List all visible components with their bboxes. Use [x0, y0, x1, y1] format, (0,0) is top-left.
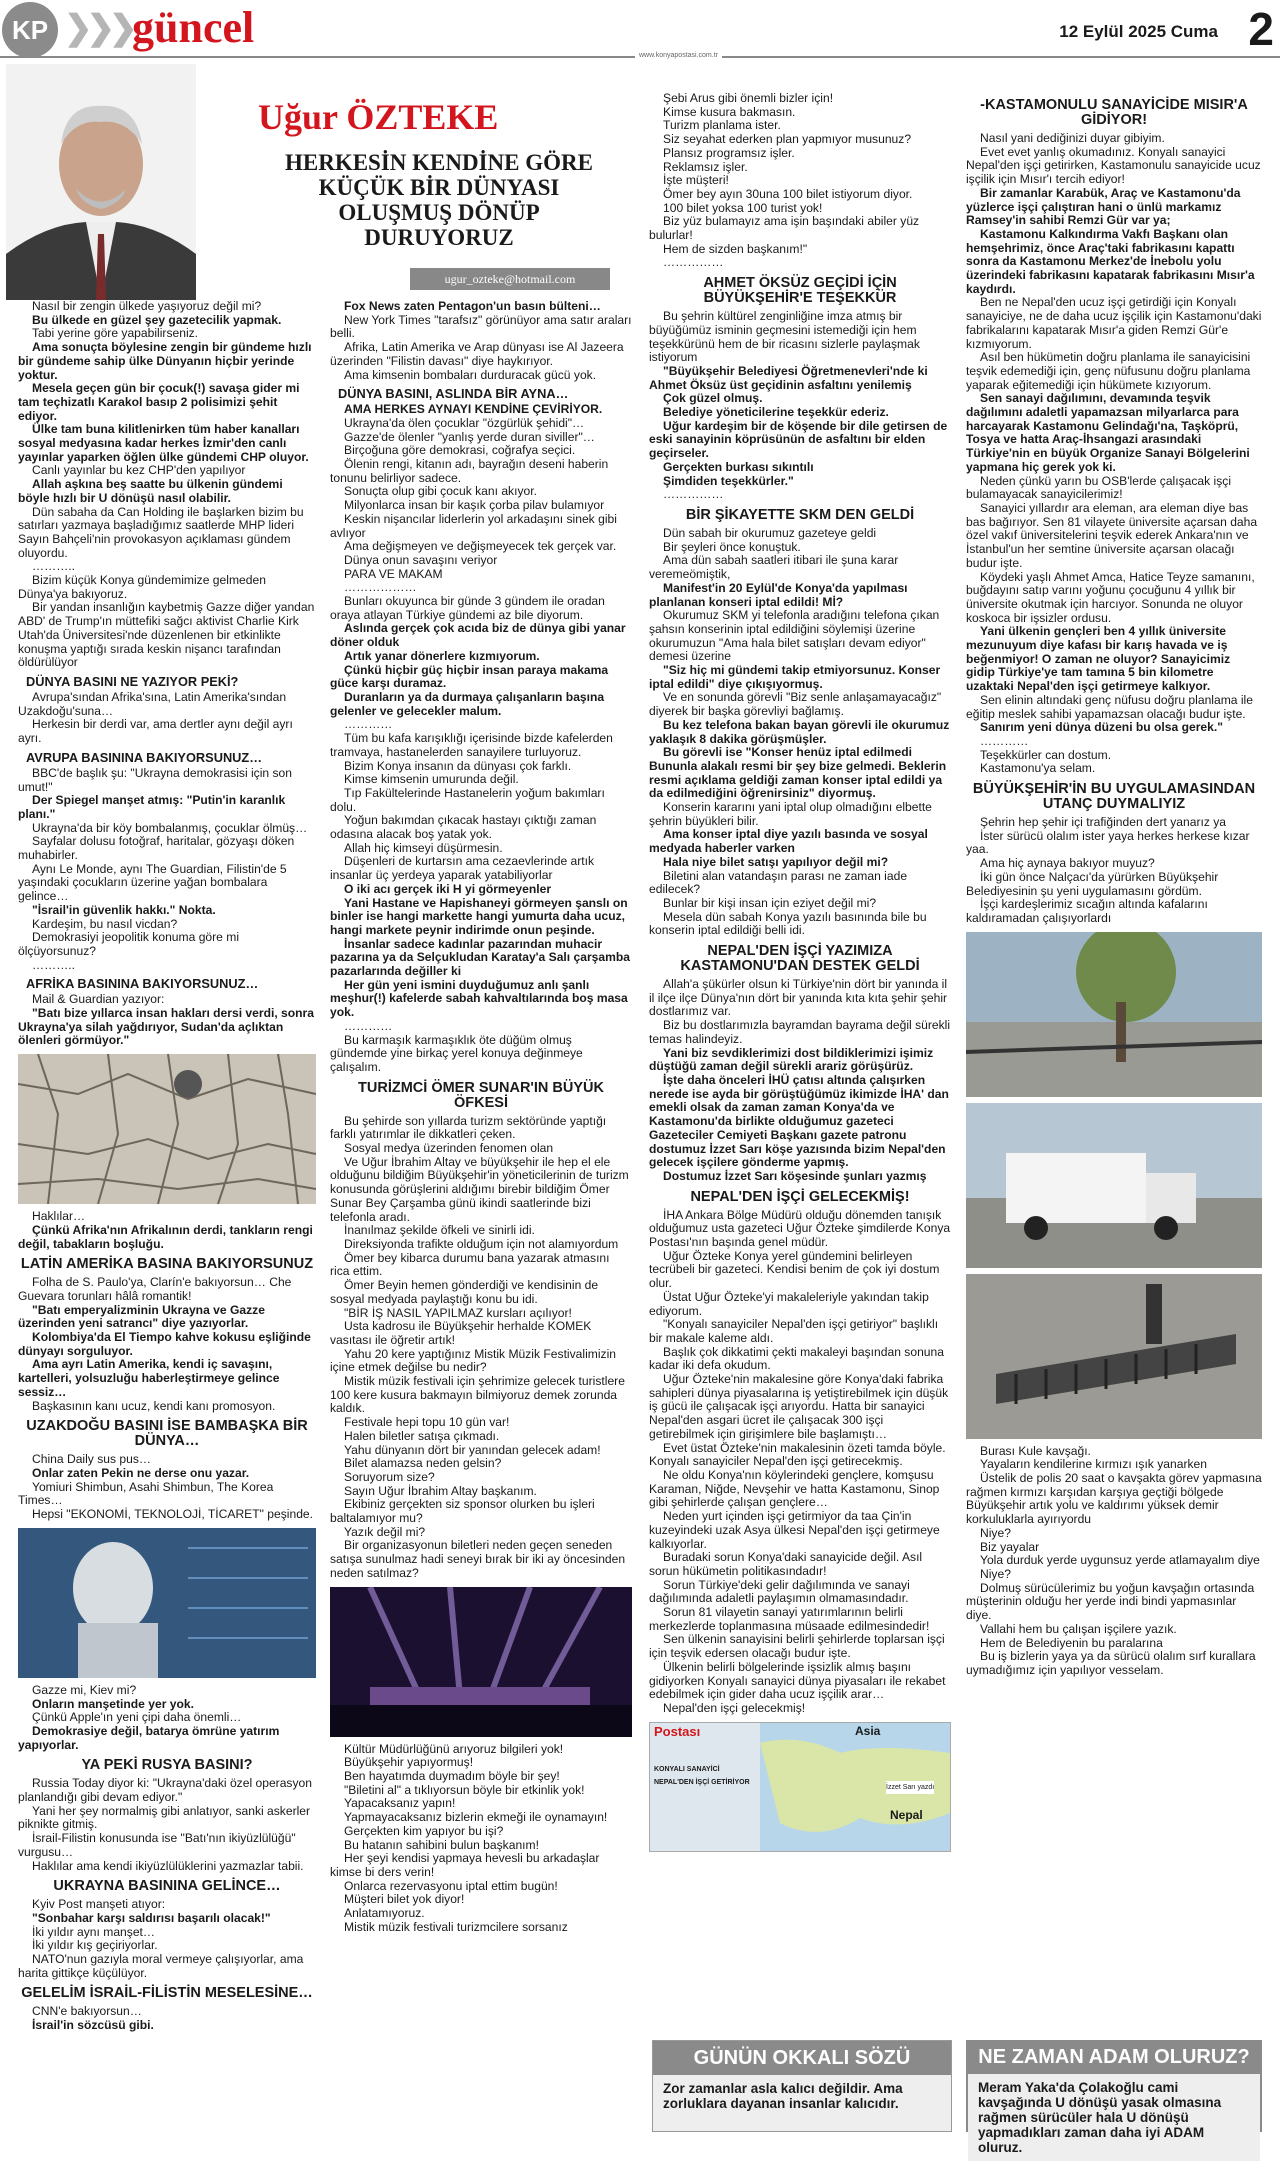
- paragraph: Yani her şey normalmiş gibi anlatıyor, sanki askerler piknikte gitmiş.: [18, 1803, 311, 1832]
- paragraph: Gazze mi, Kiev mi?: [32, 1682, 137, 1697]
- separator: ……………: [663, 487, 724, 502]
- paragraph: O iki acı gerçek iki H yi görmeyenler: [344, 881, 552, 896]
- paragraph: Herkesin bir derdi var, ama dertler aynı değil ayrı ayrı.: [18, 717, 293, 746]
- paragraph: Sen ülkenin sanayisini belirli şehirlerde toplarsan işçi için teşvik edersen olacağı budur işte.: [649, 1632, 945, 1661]
- subheading: AFRİKA BASININA BAKIYORSUNUZ…: [26, 976, 259, 992]
- paragraph: Niye?: [980, 1567, 1011, 1581]
- paragraph: Haklılar ama kendi ikiyüzlülüklerini yazmazlar tabii.: [32, 1858, 304, 1873]
- paragraph: Çünkü hiçbir güç hiçbir insan paraya makama güce karşı duramaz.: [330, 662, 609, 691]
- paragraph: Kastamonu Kalkındırma Vakfı Başkanı olan hemşehrimiz, önce Araç'taki fabrikasını kapattı sonra da Kastamonu Merkez'de İnebolu yolu üzerindeki fabrikasını kapatarak fabrikasını Mısır'a kaydırdı.: [966, 226, 1255, 296]
- subheading: UZAKDOĞU BASINI İSE BAMBAŞKA BİR DÜNYA…: [26, 1418, 308, 1450]
- separator: …………: [344, 1018, 393, 1033]
- paragraph: Bunlar bir kişi insan için eziyet değil mi?: [663, 895, 877, 910]
- paragraph: Fox News zaten Pentagon'un basın bülteni…: [344, 300, 601, 313]
- subheading: NEPAL'DEN İŞÇİ YAZIMIZA KASTAMONU'DAN DESTEK GELDİ: [680, 943, 920, 975]
- paragraph: Milyonlarca insan bir kaşık çorba pilav bulamıyor: [344, 498, 605, 513]
- subheading: DÜNYA BASINI NE YAZIYOR PEKİ?: [26, 673, 239, 689]
- subheading: NEPAL'DEN İŞÇİ GELECEKMİŞ!: [690, 1188, 910, 1205]
- paragraph: Ömer Beyin hemen gönderdiği ve kendisinin de sosyal medyada paylaştığı konu bu idi.: [330, 1278, 599, 1306]
- paragraph: Yahu dünyanın dört bir yanından gelecek adam!: [344, 1442, 601, 1457]
- paragraph: Ömer bey kibarca durumu bana yazarak atmasını rica ettim.: [330, 1250, 610, 1279]
- paragraph: Aynı Le Monde, aynı The Guardian, Filistin'de 5 yaşındaki çocukların üzerine yağan bombalara gelince…: [18, 861, 287, 904]
- paragraph: Tüm bu kafa karışıklığı içerisinde bizde kafelerden tramvaya, hastanelerden sanayilere turluyoruz.: [330, 731, 613, 759]
- paragraph: Yazık değil mi?: [344, 1524, 426, 1539]
- paragraph: Folha de S. Paulo'ya, Clarín'e bakıyorsun… Che Guevara torunları hâlâ romantik!: [18, 1275, 292, 1303]
- paragraph: Ama değişmeyen ve değişmeyecek tek gerçek var.: [344, 539, 617, 554]
- paragraph: Köydeki yaşlı Ahmet Amca, Hatice Teyze samanını, buğdayını satıp varını yoğunu çocuğunu 4 yıllık bir üniversite okutmak için harcıyor. Sonunda ne oluyor koskoca bir işsizler ordusu.: [966, 569, 1255, 625]
- paragraph: Demokrasiyi jeopolitik konuma göre mi ölçüyorsunuz?: [18, 930, 240, 958]
- paragraph: Ve Uğur İbrahim Altay ve büyükşehir ile hep el ele olduğunu bildiğim Büyükşehir'in yöneticilerinin de turizm konusunda görüşlerini aldığımı birebir bildiğim Ömer Sunar Bey Çarşamba günü ikindi saatlerinde bizi telefonla aradı.: [330, 1154, 629, 1224]
- paragraph: Birçoğuna göre demokrasi, coğrafya seçici.: [344, 443, 576, 458]
- article-column-2: [330, 300, 632, 2160]
- paragraph: Çok güzel olmuş.: [663, 391, 763, 406]
- paragraph: Sanayici yıllardır ara eleman, ara eleman diye bas bas bağırıyor. Sen 81 vilayete üniversite açarsan daha özel vakıf üniversitelerini teşvik ederek Ankara'nın ve İstanbul'un her semtine üniversite açarsan olacağı budur işte.: [966, 500, 1258, 570]
- paragraph: Kimse kusura bakmasın.: [663, 104, 796, 119]
- paragraph: Direksiyonda trafikte olduğum için not alamıyordum: [344, 1237, 619, 1251]
- paragraph: İsrail-Filistin konusunda ise "Batı'nın ikiyüzlülüğü" vurgusu…: [18, 1831, 296, 1859]
- when-adam-text: Meram Yaka'da Çolakoğlu cami kavşağında U dönüşü yasak olmasına rağmen sürücüler hala U dönüşü yapmadıkları zaman daha iyi ADAM oluruz.: [968, 2074, 1260, 2161]
- paragraph: Tabi yerine göre yapabilirseniz.: [32, 326, 199, 341]
- paragraph: Ne oldu Konya'nın köylerindeki gençlere, komşusu Karaman, Niğde, Nevşehir ve hatta Kastamonu, Sinop gibi şehirlerde çalışan gençlere…: [649, 1467, 940, 1510]
- paragraph: Nepal'den işçi gelecekmiş!: [663, 1700, 806, 1715]
- paragraph: Mistik müzik festivali turizmcilere sorsanız: [344, 1919, 568, 1934]
- subheading: AVRUPA BASININA BAKIYORSUNUZ…: [26, 749, 263, 765]
- paragraph: Üstelik de polis 20 saat o kavşakta görev yapmasına rağmen kırmızı karşıdan karşıya geçtiği bölgede Büyükşehir artık yolu ve kaldırımı yüksek demir korkuluklarla ayırıyordu: [966, 1471, 1262, 1527]
- map-label-nepal: Nepal: [890, 1807, 923, 1822]
- paragraph: Yahu 20 kere yaptığınız Mistik Müzik Festivalimizin içine etmek değilse bu nedir?: [330, 1346, 616, 1375]
- paragraph: İsrail'in sözcüsü gibi.: [32, 2018, 154, 2033]
- article-column-4: [966, 92, 1262, 2162]
- paragraph: Bir organizasyonun biletleri neden geçen seneden satışa sunulmaz hadi seneyi bırak bir iki ay öncesinden neden satılmaz?: [330, 1538, 626, 1580]
- paragraph: Ama konser iptal diye yazılı basında ve sosyal medyada haberler varken: [649, 827, 928, 856]
- paragraph: Uğur kardeşim bir de köşende bir dile getirsen de eski sanayinin köprüsünün de asfaltını bir elden geçirseler.: [649, 418, 948, 461]
- paragraph: Sorun Türkiye'deki gelir dağılımında ve sanayi dağılımında adaletli paylaşımın olmamasındadır.: [649, 1577, 910, 1606]
- paragraph: Şimdiden teşekkürler.": [663, 473, 794, 488]
- paragraph: Sonuçta olup gibi çocuk kanı akıyor.: [344, 484, 537, 499]
- paragraph: Der Spiegel manşet atmış: "Putin'in karanlık planı.": [18, 793, 286, 821]
- paragraph: Sen elinin altındaki genç nüfusu doğru planlama ile eğitip meslek sahibi yapamazsan olacağı budur işte.: [966, 692, 1253, 721]
- paragraph: Uğur Özteke Konya yerel gündemini belirleyen tecrübeli bir gazeteci. Kendisi benim de çok iyi dostum olur.: [649, 1248, 940, 1291]
- article-column-3: [649, 92, 951, 2162]
- paragraph: Bu karmaşık karmaşıklık öte düğüm olmuş gündemde yine birkaç yerel konuya değinmeye çalışalım.: [330, 1032, 583, 1074]
- paragraph: CNN'e bakıyorsun…: [32, 2004, 142, 2019]
- paragraph: Sorun 81 vilayetin sanayi yatırımlarının belirli merkezlerde toplanmasına müsaade edilmesindedir!: [649, 1605, 930, 1633]
- paragraph: İki yıldır aynı manşet…: [32, 1924, 155, 1939]
- paragraph: Bu ülkede en güzel şey gazetecilik yapmak.: [32, 312, 282, 327]
- paragraph: Biletini alan vatandaşın parası ne zaman iade edilecek?: [649, 868, 908, 897]
- paragraph: Mistik müzik festivali için şehrimize gelecek turistlere 100 kere kusura bakmayın bilmiyoruz demek zorunda kaldık.: [330, 1374, 625, 1416]
- paragraph: Dünya onun savaşını veriyor: [344, 552, 498, 567]
- paragraph: "BİR İŞ NASIL YAPILMAZ kursları açılıyor!: [344, 1305, 572, 1320]
- paragraph: Allah hiç kimseyi düşürmesin.: [344, 840, 503, 855]
- author-email[interactable]: ugur_ozteke@hotmail.com: [410, 268, 610, 290]
- paragraph: Soruyorum size?: [344, 1469, 435, 1484]
- paragraph: Ukrayna'da bir köy bombalanmış, çocuklar ölmüş…: [32, 820, 308, 835]
- separator: ………..: [32, 559, 76, 574]
- paragraph: New York Times "tarafsız" görünüyor ama satır araları belli.: [330, 312, 632, 341]
- paragraph: Reklamsız işler.: [663, 159, 748, 174]
- quote-of-day-title: GÜNÜN OKKALI SÖZÜ: [653, 2041, 951, 2075]
- paragraph: Usta kadrosu ile Büyükşehir herhalde KOMEK vasıtası ile öğretir artık!: [330, 1319, 592, 1347]
- paragraph: BBC'de başlık şu: "Ukrayna demokrasisi için son umut!": [18, 765, 293, 794]
- drought-photo: [18, 1054, 316, 1204]
- paragraph: Turizm planlama ister.: [663, 118, 781, 133]
- paragraph: Allah'a şükürler olsun ki Türkiye'nin dört bir yanında il il ilçe ilçe Dünya'nın dört bir yanında kıta kıta şehir şehir dostlarımız var.: [649, 977, 948, 1019]
- paragraph: Ekibiniz gerçekten siz sponsor olurken bu işleri baltalamıyor mu?: [330, 1497, 595, 1526]
- paragraph: Bir zamanlar Karabük, Araç ve Kastamonu'da yüzlerce işçi çalıştıran hani o ünlü markamız Ramsey'in sahibi Remzi Gür var ya;: [966, 185, 1241, 228]
- paragraph: Onlar zaten Pekin ne derse onu yazar.: [32, 1466, 250, 1480]
- paragraph: PARA VE MAKAM: [344, 566, 443, 581]
- subheading: BÜYÜKŞEHİR'İN BU UYGULAMASINDAN UTANÇ DUYMALIYIZ: [972, 781, 1256, 813]
- paragraph: Şebi Arus gibi önemli bizler için!: [663, 92, 834, 105]
- paragraph: Hala niye bilet satışı yapılıyor değil mi?: [663, 854, 889, 869]
- column-byline: [0, 60, 640, 300]
- concert-photo: [330, 1587, 632, 1737]
- paragraph: Aslında gerçek çok acıda biz de dünya gibi yanar döner olduk: [330, 621, 626, 650]
- paragraph: Bir şeyleri önce konuştuk.: [663, 539, 801, 554]
- paragraph: Sosyal medya üzerinden fenomen olan: [344, 1141, 554, 1156]
- paragraph: İşçi kardeşlerimiz sıcağın altında kafalarını kaldıramadan çalışıyorlardı: [966, 897, 1208, 925]
- author-name: Uğur ÖZTEKE: [258, 97, 499, 137]
- paragraph: Ve en sonunda görevli "Biz senle anlaşamayacağız" diyerek bir başka görevliyi bağlamış.: [649, 690, 942, 719]
- newspaper-clipping: [649, 1722, 951, 1852]
- street-photo: [966, 932, 1262, 1097]
- paragraph: Bu kez telefona bakan bayan görevli ile okurumuz yaklaşık 8 dakika görüşmüşler.: [649, 717, 950, 746]
- paragraph: Canlı yayınlar bu kez CHP'den yapılıyor: [32, 463, 246, 478]
- railings-photo: [966, 1274, 1262, 1439]
- paragraph: Yani ülkenin gençleri ben 4 yıllık üniversite mezunuyum diye kafası bir karış havada ve iş beğenmiyor! O zaman ne oluyor? Sanayicimiz gidip Türkiye'ye tam tamına 5 bin kilometre uzaktaki Nepal'den işçi getirmeye kalkıyor.: [966, 624, 1231, 694]
- clipping-headline: KONYALI SANAYİCİ NEPAL'DEN İŞÇİ GETİRİYOR: [654, 1765, 750, 1787]
- paragraph: Russia Today diyor ki: "Ukrayna'daki özel operasyon planlandığı gibi devam ediyor.": [18, 1776, 312, 1805]
- paragraph: Demokrasiye değil, batarya ömrüne yatırım yapıyorlar.: [18, 1723, 280, 1752]
- paragraph: Başlık çok dikkatimi çekti makaleyi başından sonuna kadar iki defa okudum.: [649, 1344, 944, 1373]
- paragraph: NATO'nun gazıyla moral vermeye çalışıyorlar, ama harita gittikçe küçülüyor.: [18, 1952, 304, 1980]
- paragraph: Üstat Uğur Özteke'yi makaleleriyle yakından takip ediyorum.: [649, 1289, 929, 1318]
- paragraph: Hem de sizden başkanım!": [663, 241, 808, 256]
- paragraph: Ama sonuçta böylesine zengin bir gündeme hızlı bir gündeme sahip ülke Dünyanın hiçbir yerinde yoktur.: [18, 340, 312, 382]
- paragraph: Vallahi hem bu çalışan işçilere yazık.: [980, 1621, 1177, 1636]
- paragraph: Ama ayrı Latin Amerika, kendi iç savaşını, kartelleri, yolsuzluğu haberleştirmeye gelince sessiz…: [18, 1357, 280, 1399]
- paragraph: "Batı bize yıllarca insan hakları dersi verdi, sonra Ukrayna'ya silah yağdırıyor, Sudan'da açlıktan ölenleri görmüyor.": [18, 1006, 314, 1048]
- when-adam-box: [966, 2040, 1262, 2155]
- paragraph: 100 bilet yoksa 100 turist yok!: [663, 200, 823, 215]
- paragraph: Niye?: [980, 1525, 1011, 1540]
- page-number: 2: [1248, 3, 1274, 55]
- paragraph: Ukrayna'da ölen çocuklar "özgürlük şehidi"…: [344, 415, 585, 430]
- paragraph: Konserin kararını yani iptal olup olmadığını elbette şehrin büyükleri bilir.: [649, 800, 932, 828]
- paragraph: "Sonbahar karşı saldırısı başarılı olacak!": [32, 1910, 271, 1925]
- paragraph: Sayfalar dolusu fotoğraf, haritalar, gözyaşı döken muhabirler.: [18, 834, 295, 863]
- separator: …………: [980, 733, 1029, 748]
- paragraph: Ama hiç aynaya bakıyor muyuz?: [980, 856, 1155, 871]
- subheading: DÜNYA BASINI, ASLINDA BİR AYNA…: [338, 386, 569, 402]
- paragraph: Düşenleri de kurtarsın ama cezaevlerinde artık insanlar üç yerdeya yaparak yatabiliyorlar: [330, 854, 595, 883]
- subheading: UKRAYNA BASININA GELİNCE…: [53, 1878, 281, 1895]
- subheading: AHMET ÖKSÜZ GEÇİDİ İÇİN BÜYÜKŞEHİR'E TEŞEKKÜR: [703, 275, 897, 307]
- paragraph: Başkasının kanı ucuz, kendi kanı promosyon.: [32, 1398, 276, 1413]
- paragraph: Bu görevli ise "Konser henüz iptal edilmedi Bununla alakalı resmi bir şey bize gelmedi. Beklerin resmi açıklama geldiği zaman konser iptal edildi ya da edilmediğini öğrenirsiniz" diyormuş.: [649, 745, 947, 801]
- paragraph: Bu şehirde son yıllarda turizm sektöründe yaptığı farklı yatırımlar ile dikkatleri çeken.: [330, 1113, 607, 1142]
- paragraph: Mail & Guardian yazıyor:: [32, 992, 165, 1007]
- paragraph: Ölenin rengi, kitanın adı, bayrağın deseni haberin tonunu belirliyor sadece.: [330, 457, 609, 485]
- paragraph: Gazze'de ölenler "yanlış yerde duran siviller"…: [344, 429, 595, 444]
- paragraph: Nasıl yani dediğinizi duyar gibiyim.: [980, 131, 1165, 145]
- paragraph: Haklılar…: [32, 1209, 86, 1224]
- paragraph: İşte müşteri!: [663, 173, 729, 188]
- paragraph: Okurumuz SKM yi telefonla aradığını telefona çıkan şahsın konserinin iptal edildiğini söylemişi üzerine okurumuzun "Ama hala bilet satışları devam ediyor" demesi üzerine: [649, 608, 940, 664]
- paragraph: Bunları okuyunca bir günde 3 gündem ile oradan oraya atlayan Türkiye gündemi az bile diyorum.: [330, 594, 605, 622]
- paragraph: Dün sabaha da Can Holding ile başlarken bizim bu satırları yazmaya başladığımız saatlerde MHP lideri Sayın Bahçeli'nin provokasyon açıklaması gündem oluyordu.: [18, 504, 304, 560]
- subheading: GELELİM İSRAİL-FİLİSTİN MESELESİNE…: [21, 1985, 313, 2002]
- subheading: YA PEKİ RUSYA BASINI?: [81, 1757, 253, 1774]
- paragraph: Her gün yeni ismini duyduğumuz anlı şanlı meşhur(!) kafelerde sabah kahvaltılarında boş masa yok.: [330, 977, 628, 1020]
- separator: ……………: [663, 255, 724, 270]
- paragraph: Ama dün sabah saatleri itibari ile şuna karar veremeömiştik,: [649, 553, 899, 582]
- paragraph: Kolombiya'da El Tiempo kahve kokusu eşliğinde dünyayı sorguluyor.: [18, 1330, 311, 1358]
- paragraph: Neden çünkü yarın bu OSB'lerde çalışacak işçi bulamayacak sanayicilerimiz!: [966, 473, 1232, 502]
- paragraph: İki yıldır kış geçiriyorlar.: [32, 1938, 158, 1953]
- paragraph: Nasıl bir zengin ülkede yaşıyoruz değil mi?: [32, 300, 262, 313]
- paragraph: Çünkü Apple'ın yeni çipi daha önemli…: [32, 1710, 242, 1725]
- paragraph: "Büyükşehir Belediyesi Öğretmenevleri'nde ki Ahmet Öksüz üst geçidinin asfaltını yenilemiş: [649, 363, 928, 392]
- paragraph: Onların manşetinde yer yok.: [32, 1696, 194, 1711]
- paragraph: Afrika, Latin Amerika ve Arap dünyası ise Al Jazeera üzerinden "Filistin davası" diye haykırıyor.: [330, 340, 624, 368]
- paragraph: Evet evet yanlış okumadınız. Konyalı sanayici Nepal'den işçi getirirken, Kastamonulu sanayicide ucuz işçilik için Mısır'ı tercih ediyor!: [966, 144, 1261, 187]
- paragraph: Biz bu dostlarımızla bayramdan bayrama değil sürekli temas halindeyiz.: [649, 1018, 951, 1046]
- paragraph: Ömer bey ayın 30una 100 bilet istiyorum diyor.: [663, 186, 913, 201]
- workers-truck-photo: [966, 1103, 1262, 1268]
- paragraph: Yapacaksanız yapın!: [344, 1796, 456, 1811]
- paragraph: "İsrail'in güvenlik hakkı." Nokta.: [32, 902, 216, 917]
- paragraph: Buradaki sorun Konya'daki sanayicide değil. Asıl sorun hükümetin politikasındadır!: [649, 1550, 923, 1578]
- clipping-caption: İzzet Sarı yazdı: [886, 1781, 934, 1795]
- separator: …………: [344, 717, 393, 732]
- subheading: BİR ŞİKAYETTE SKM DEN GELDİ: [685, 506, 915, 523]
- paragraph: İnanılmaz şekilde öfkeli ve sinirli idi.: [344, 1223, 535, 1238]
- paragraph: Biz yayalar: [980, 1539, 1040, 1554]
- author-photo: [6, 64, 196, 300]
- paragraph: Yani biz sevdiklerimizi dost bildiklerimizi işimiz düştüğü zaman değil sürekli arariz görüşürüz.: [649, 1045, 934, 1074]
- paragraph: İşte daha önceleri İHÜ çatısı altında çalışırken nerede ise ayda bir görüştüğümüz ikimizde İHA' dan emekli olsak da zaman zaman Konya'da ve Kastamonu'da birlikte olduğumuz gazeteci Gazeteciler Cemiyeti Başkanı gazete patronu dostumuz İzzet Sarı köşe yazısında bizim Nepal'den gelecek işçilere gönderme yapmış.: [649, 1073, 949, 1170]
- paragraph: Tıp Fakültelerinde Hastanelerin yoğum bakımları dolu.: [330, 785, 605, 814]
- article-column-1: [18, 300, 316, 2150]
- paragraph: Kastamonu'ya selam.: [980, 761, 1096, 776]
- paragraph: Sen sanayi dağılımını, devamında teşvik dağılımını adaletli yapamazsan milyarlarca para harcayarak Kastamonu Gelindağı'na, Taşköprü, Tosya ve hatta Araç-İhsangazi arasındaki Türkiye'nin en büyük Organize Sanayi Bölgelerini yapmana hiç gerek yok ki.: [966, 391, 1250, 474]
- paragraph: Bu iş bizlerin yaya ya da sürücü olalım sırf kurallara uymadığımız için yapılıyor vesselam.: [966, 1649, 1256, 1677]
- paragraph: İHA Ankara Bölge Müdürü olduğu dönemden tanışık olduğumuz usta gazeteci Uğur Özteke şimdilerde Konya Postası'nın başında genel müdür.: [649, 1207, 951, 1250]
- paragraph: Teşekkürler can dostum.: [980, 747, 1112, 762]
- paragraph: AMA HERKES AYNAYI KENDİNE ÇEVİRİYOR.: [344, 402, 603, 417]
- paragraph: İki gün önce Nalçacı'da yürürken Büyükşehir Belediyesinin şu yeni uygulamasını gördüm.: [966, 869, 1219, 898]
- paragraph: Sayın Uğur İbrahim Altay başkanım.: [344, 1483, 537, 1498]
- subheading: TURİZMCİ ÖMER SUNAR'IN BÜYÜK ÖFKESİ: [358, 1079, 604, 1111]
- paragraph: "Konyalı sanayiciler Nepal'den işçi getiriyor" başlıklı bir makale kaleme aldı.: [649, 1317, 939, 1345]
- paragraph: Bu hatanın sahibini bulun başkanım!: [344, 1837, 539, 1852]
- paragraph: Kardeşim, bu nasıl vicdan?: [32, 916, 178, 931]
- paragraph: Keskin nişancılar liderlerin yol arkadaşını sinek gibi avlıyor: [330, 511, 617, 540]
- paragraph: Dolmuş sürücülerimiz bu yoğun kavşağın ortasında müşterinin olduğu her yerde indi bindi yapmasınlar diye.: [966, 1580, 1255, 1623]
- paragraph: Neden yurt içinden işçi getirmiyor da taa Çin'in kuzeyindeki uzak Asya ülkesi Nepal'den işçi getirmeye kalkıyorlar.: [649, 1509, 940, 1551]
- paragraph: Manifest'in 20 Eylül'de Konya'da yapılması planlanan konseri iptal edildi! Mİ?: [649, 580, 908, 609]
- separator: ………..: [32, 957, 76, 972]
- paragraph: Bir yandan insanlığın kaybetmiş Gazze diğer yandan ABD' de Trump'ın müttefiki sağcı aktivist Charlie Kirk Utah'da Üniversitesi'nde düzenlenen bir etkinlikte konuşma yaptığı sırada keskin nişancı tarafından öldürülüyor: [18, 600, 315, 670]
- article-headline: HERKESİN KENDİNE GÖRE KÜÇÜK BİR DÜNYASI OLUŞMUŞ DÖNÜP DURUYORUZ: [284, 150, 593, 250]
- paragraph: China Daily sus pus…: [32, 1452, 151, 1467]
- paragraph: Mesela dün sabah Konya yazılı basınında bile bu konserin iptal edildiği belli idi.: [649, 909, 927, 938]
- paragraph: Biz yüz bulamayız ama işin başındaki abiler yüz bulurlar!: [649, 214, 920, 243]
- paragraph: Yani Hastane ve Hapishaneyi görmeyen şanslı on binler ise hangi markette hangi yumurta daha ucuz, hangi markete peynir indirimde onun peşinde.: [330, 895, 628, 937]
- page-header: [0, 0, 1280, 58]
- paragraph: Ülkenin belirli bölgelerinde işsizlik almış başını gidiyorken Konyalı sanayici dünya piyasaları ile rekabet edebilmek için gider daha ucuz işçilik arar…: [649, 1659, 946, 1702]
- paragraph: Yomiuri Shimbun, Asahi Shimbun, The Korea Times…: [18, 1479, 274, 1508]
- paragraph: Yapmayacaksanız bizlerin ekmeği ile oynamayın!: [344, 1810, 608, 1825]
- paragraph: Allah aşkına beş saatte bu ülkenin gündemi böyle hızlı bir U dönüşü nasıl olabilir.: [18, 477, 283, 505]
- paragraph: Bizim küçük Konya gündemimize gelmeden Dünya'ya bakıyoruz.: [18, 573, 266, 601]
- robot-photo: [18, 1528, 316, 1678]
- paragraph: Gerçekten kim yapıyor bu işi?: [344, 1823, 504, 1838]
- paragraph: Ben hayatımda duymadım böyle bir şey!: [344, 1768, 560, 1783]
- paragraph: Ülke tam buna kilitlenirken tüm haber kanalları sosyal medyasına kadar herkes İzmir'den canlı yayınlar yaparken öğlen ülke gündemi CHP oluyor.: [18, 422, 309, 464]
- paragraph: Çünkü Afrika'nın Afrikalının derdi, tankların rengi değil, tabakların boşluğu.: [18, 1222, 313, 1251]
- paragraph: Hepsi "EKONOMİ, TEKNOLOJİ, TİCARET" peşinde.: [32, 1507, 314, 1522]
- quote-of-day-text: Zor zamanlar asla kalıcı değildir. Ama zorluklara dayanan insanlar kalıcıdır.: [663, 2081, 903, 2111]
- paragraph: Müşteri bilet yok diyor!: [344, 1892, 465, 1907]
- paragraph: "Siz hiç mi gündemi takip etmiyorsunuz. Konser iptal edildi" diye çıkışıyormuş.: [649, 663, 941, 691]
- paragraph: Kültür Müdürlüğünü arıyoruz bilgileri yok!: [344, 1741, 564, 1756]
- paragraph: Onlarca rezervasyonu iptal ettim bugün!: [344, 1878, 558, 1893]
- paragraph: Festivale hepi topu 10 gün var!: [344, 1415, 510, 1430]
- paragraph: Yoğun bakımdan çıkacak hastayı çıktığı zaman odasına alacak boş yatak yok.: [330, 813, 597, 842]
- paragraph: Kimse kimsenin umurunda değil.: [344, 772, 519, 787]
- site-url[interactable]: www.konyapostasi.com.tr: [635, 52, 722, 59]
- paragraph: Artık yanar dönerlere kızmıyorum.: [344, 648, 540, 663]
- when-adam-title: NE ZAMAN ADAM OLURUZ?: [966, 2040, 1262, 2074]
- separator: ………………: [344, 580, 417, 595]
- paragraph: Ben ne Nepal'den ucuz işçi getirdiği için Konyalı sanayiciye, ne de daha ucuz işçilik için Kastamonu'daki fabrikalarını kapatarak Mısır'a giden Remzi Gür'e kızmıyorum.: [966, 295, 1262, 351]
- issue-date: 12 Eylül 2025 Cuma: [1059, 22, 1218, 41]
- chevrons-icon: ❯❯❯: [64, 9, 132, 47]
- paragraph: Sanırım yeni dünya düzeni bu olsa gerek.": [980, 720, 1223, 735]
- paragraph: Bilet alamazsa neden gelsin?: [344, 1456, 502, 1471]
- paragraph: Yola durduk yerde uygunsuz yerde atlamayalım diye: [980, 1553, 1260, 1568]
- paragraph: Duranların ya da durmaya çalışanların başına gelenler ve gelecekler malum.: [330, 689, 605, 718]
- paragraph: İnsanlar sadece kadınlar pazarından muhacir pazarına ya da Selçukludan Karatay'a Salı çarşamba pazarlarında değiller ki: [330, 936, 630, 979]
- paragraph: Uğur Özteke'nin makalesine göre Konya'daki fabrika sahipleri dünya piyasalarına iş yetiştirebilmek için düşük iş gücü ile çalışacak işçi arıyordu. Hatta bir sanayici Nepal'den asgari ücret ile çalışacak 300 işçi getirebilmek için girişimlere bile başlamıştı…: [649, 1372, 949, 1441]
- paragraph: Ama kimsenin bombaları durduracak gücü yok.: [344, 367, 597, 382]
- paragraph: Gerçekten burkası sıkıntılı: [663, 459, 814, 474]
- section-title: güncel: [132, 3, 255, 52]
- paragraph: Burası Kule kavşağı.: [980, 1443, 1091, 1458]
- paragraph: Plansız programsız işler.: [663, 145, 795, 160]
- quote-of-day-box: [652, 2040, 952, 2132]
- paragraph: Bu şehrin kültürel zenginliğine imza atmış bir büyüğümüz isminin geçmesini istemediği için hem teşekkürünü hem de bir ricasını sizlerle paylaşmak istiyorum: [649, 309, 920, 365]
- paragraph: Büyükşehir yapıyormuş!: [344, 1755, 474, 1770]
- paragraph: Bizim Konya insanın da dünyası çok farklı.: [344, 758, 572, 773]
- newspaper-logo: KP: [2, 2, 58, 58]
- paragraph: Dostumuz İzzet Sarı köşesinde şunları yazmış: [663, 1168, 927, 1183]
- paragraph: Hem de Belediyenin bu paralarına: [980, 1635, 1163, 1650]
- paragraph: "Biletini al" a tıklıyorsun böyle bir etkinlik yok!: [344, 1782, 585, 1797]
- paragraph: Evet üstat Özteke'nin makalesinin özeti tamda böyle. Konyalı sanayiciler Nepal'den işçi getirecekmiş.: [649, 1440, 946, 1469]
- paragraph: İster sürücü olalım ister yaya herkes herkese kızar yaa.: [966, 828, 1250, 857]
- paragraph: Anlatamıyoruz.: [344, 1906, 425, 1921]
- paragraph: Mesela geçen gün bir çocuk(!) savaşa gider mi tam teçhizatlı Karakol basıp 2 polisimizi şehit ediyor.: [18, 381, 300, 423]
- subheading: -KASTAMONULU SANAYİCİDE MISIR'A GİDİYOR!: [980, 97, 1248, 128]
- paragraph: Siz seyahat ederken plan yapmıyor musunuz?: [663, 132, 912, 147]
- clipping-paper-name: Postası: [654, 1723, 701, 1739]
- paragraph: Halen biletler satışa çıkmadı.: [344, 1428, 500, 1443]
- map-label-asia: Asia: [855, 1723, 881, 1738]
- paragraph: Her şeyi kendisi yapmaya hevesli bu arkadaşlar kimse bi ders verin!: [330, 1851, 600, 1879]
- paragraph: "Batı emperyalizminin Ukrayna ve Gazze üzerinden yeni satrancı" diye yazıyorlar.: [18, 1302, 265, 1331]
- paragraph: Dün sabah bir okurumuz gazeteye geldi: [663, 525, 877, 540]
- paragraph: Asıl ben hükümetin doğru planlama ile sanayicisini teşvik edemediği için, genç nüfusunu doğru planlama yaparak eğitemediği için hükümete kızıyorum.: [966, 350, 1251, 392]
- subheading: LATİN AMERİKA BASINA BAKIYORSUNUZ: [20, 1256, 314, 1273]
- paragraph: Yayaların kendilerine kırmızı ışık yanarken: [980, 1457, 1207, 1472]
- paragraph: Belediye yöneticilerine teşekkür ederiz.: [663, 405, 889, 420]
- paragraph: Şehrin hep şehir içi trafiğinden dert yanarız ya: [980, 815, 1227, 830]
- paragraph: Kyiv Post manşeti atıyor:: [32, 1897, 166, 1912]
- paragraph: Avrupa'sından Afrika'sına, Latin Amerika'sından Uzakdoğu'suna…: [18, 689, 287, 718]
